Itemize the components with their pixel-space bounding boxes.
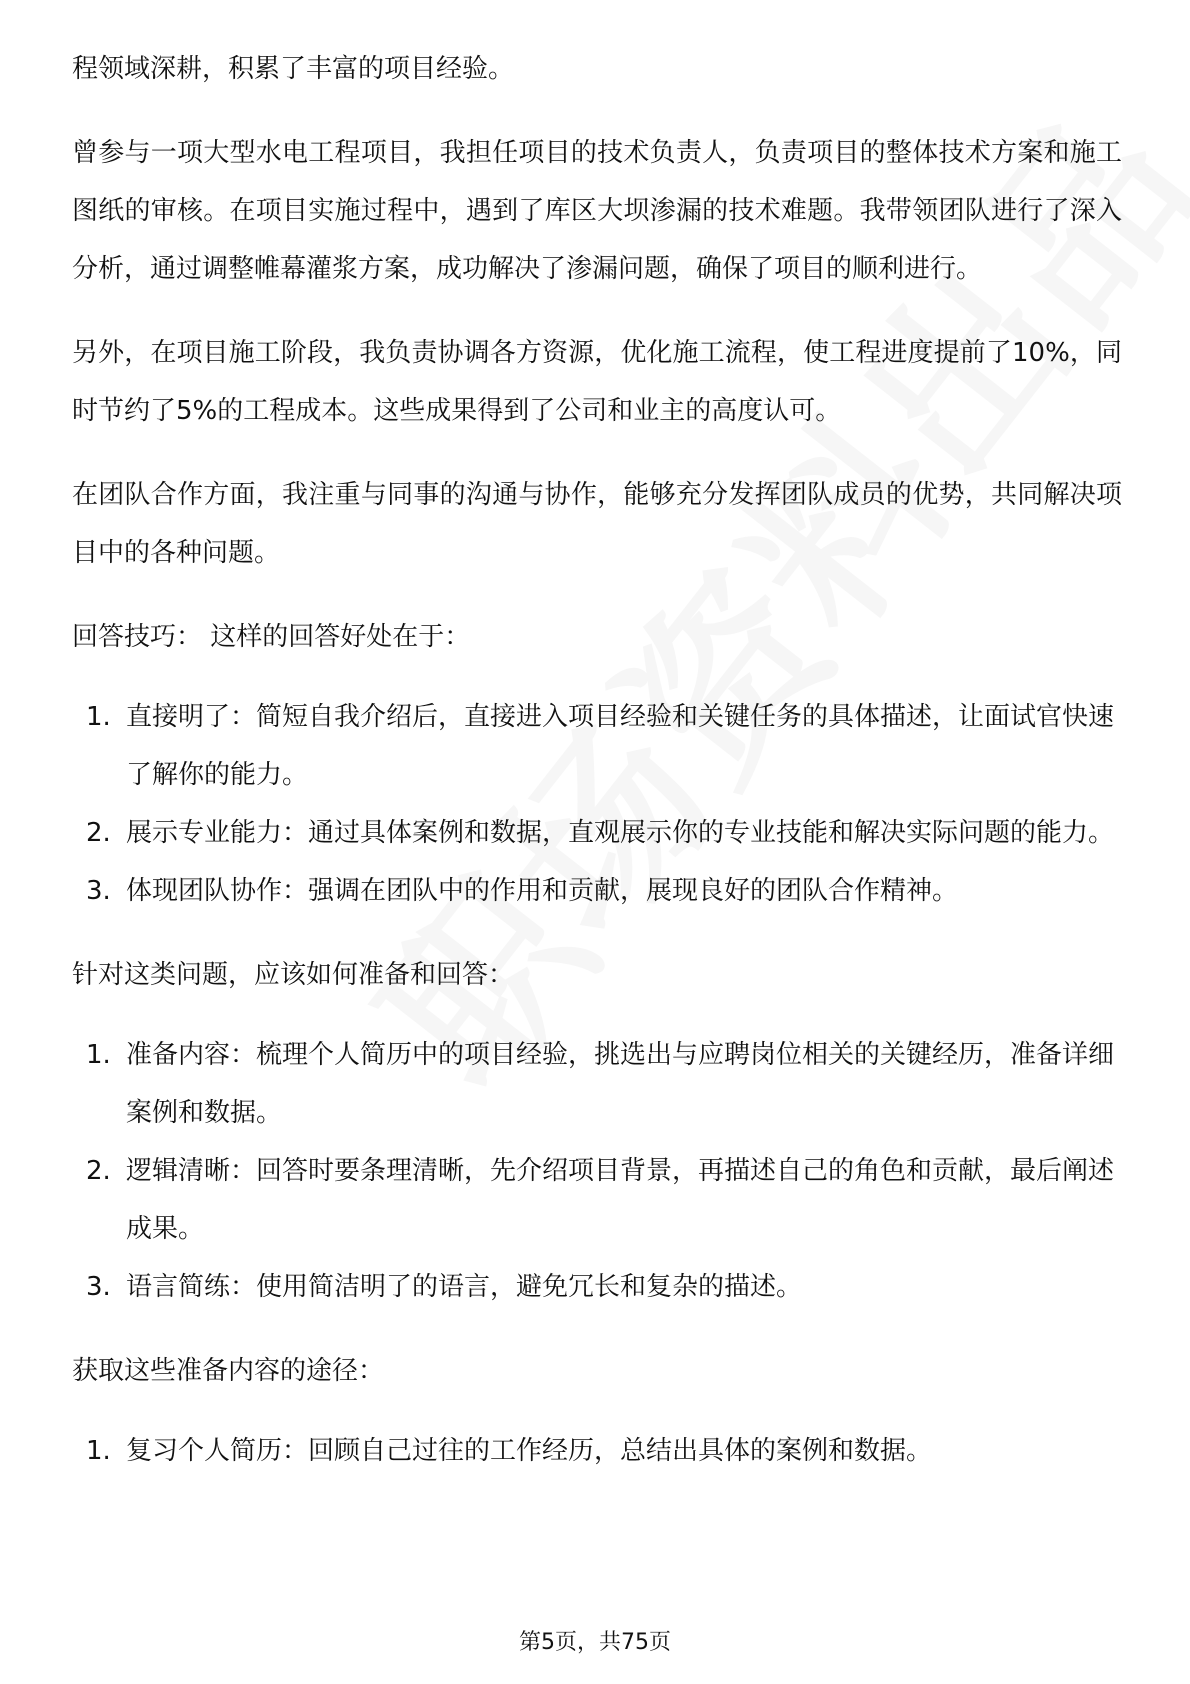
- sources-list: [72, 1422, 1122, 1480]
- list-number: 2.: [86, 1156, 111, 1186]
- list-item-text: 语言简练：使用简洁明了的语言，避免冗长和复杂的描述。: [126, 1272, 803, 1302]
- list-item: [72, 1142, 1122, 1258]
- paragraph-project-experience: 曾参与一项大型水电工程项目，我担任项目的技术负责人，负责项目的整体技术方案和施工图纸的审核。在项目实施过程中，遇到了库区大坝渗漏的技术难题。我带领团队进行了深入分析，通过调整帷幕灌浆方案，成功解决了渗漏问题，确保了项目的顺利进行。: [72, 138, 1122, 284]
- tips-heading: 回答技巧： 这样的回答好处在于：: [72, 622, 471, 652]
- list-number: 1.: [86, 702, 111, 732]
- prep-list: [72, 1026, 1122, 1316]
- list-number: 2.: [86, 818, 111, 848]
- list-item-text: 逻辑清晰：回答时要条理清晰，先介绍项目背景，再描述自己的角色和贡献，最后阐述成果。: [126, 1156, 1115, 1244]
- list-item-text: 展示专业能力：通过具体案例和数据，直观展示你的专业技能和解决实际问题的能力。: [126, 818, 1115, 848]
- list-item: [72, 1422, 1122, 1480]
- list-item-text: 直接明了：简短自我介绍后，直接进入项目经验和关键任务的具体描述，让面试官快速了解你的能力。: [126, 702, 1115, 790]
- list-item: [72, 862, 1122, 920]
- list-item: [72, 1026, 1122, 1142]
- paragraph-teamwork: 在团队合作方面，我注重与同事的沟通与协作，能够充分发挥团队成员的优势，共同解决项目中的各种问题。: [72, 480, 1122, 568]
- list-number: 3.: [86, 1272, 111, 1302]
- page-content: [72, 40, 1122, 1506]
- list-item: [72, 1258, 1122, 1316]
- list-item-text: 体现团队协作：强调在团队中的作用和贡献，展现良好的团队合作精神。: [126, 876, 959, 906]
- list-number: 1.: [86, 1040, 111, 1070]
- list-number: 1.: [86, 1436, 111, 1466]
- page-footer: 第5页，共75页: [519, 1630, 671, 1655]
- paragraph-intro-continuation: 程领域深耕，积累了丰富的项目经验。: [72, 54, 515, 84]
- list-number: 3.: [86, 876, 111, 906]
- prep-heading: 针对这类问题，应该如何准备和回答：: [72, 960, 515, 990]
- list-item-text: 准备内容：梳理个人简历中的项目经验，挑选出与应聘岗位相关的关键经历，准备详细案例和数据。: [126, 1040, 1115, 1128]
- list-item: [72, 804, 1122, 862]
- tips-list: [72, 688, 1122, 920]
- list-item-text: 复习个人简历：回顾自己过往的工作经历，总结出具体的案例和数据。: [126, 1436, 933, 1466]
- list-item: [72, 688, 1122, 804]
- paragraph-project-results: 另外，在项目施工阶段，我负责协调各方资源，优化施工流程，使工程进度提前了10%，同时节约了5%的工程成本。这些成果得到了公司和业主的高度认可。: [72, 338, 1122, 426]
- sources-heading: 获取这些准备内容的途径：: [72, 1356, 385, 1386]
